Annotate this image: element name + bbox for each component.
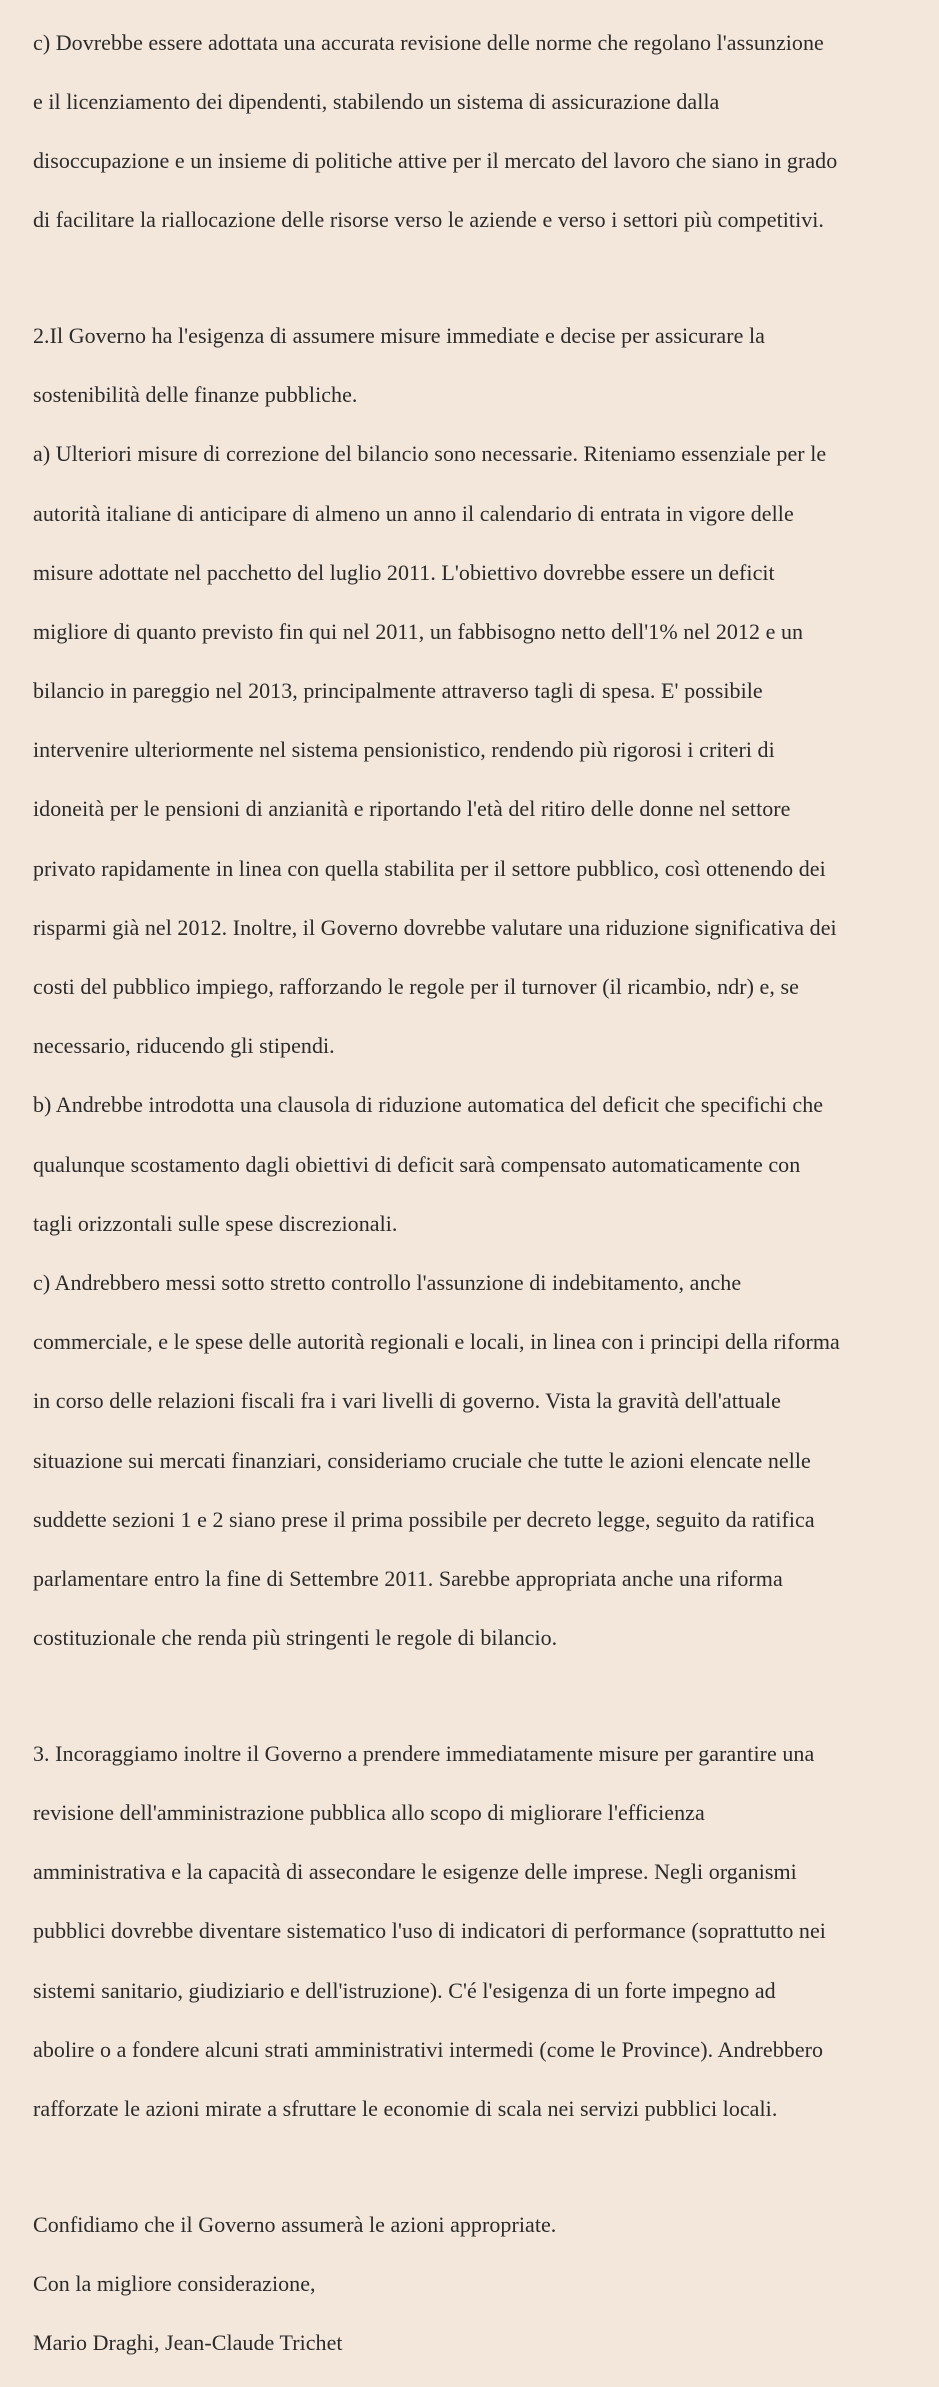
text-line: sostenibilità delle finanze pubbliche. bbox=[33, 382, 358, 408]
text-line: rafforzate le azioni mirate a sfruttare le economie di scala nei servizi pubblici locali. bbox=[33, 2095, 778, 2121]
paragraph-gap bbox=[33, 264, 923, 291]
text-line: costi del pubblico impiego, rafforzando le regole per il turnover (il ricambio, ndr) e, se bbox=[33, 974, 799, 999]
text-line: situazione sui mercati finanziari, consideriamo cruciale che tutte le azioni elencate nelle bbox=[33, 1447, 811, 1473]
text-line: e il licenziamento dei dipendenti, stabilendo un sistema di assicurazione dalla bbox=[33, 88, 720, 114]
text-line: parlamentare entro la fine di Settembre 2011. Sarebbe appropriata anche una riforma bbox=[33, 1565, 783, 1591]
text-line: qualunque scostamento dagli obiettivi di deficit sarà compensato automaticamente con bbox=[33, 1151, 801, 1177]
paragraph-2 bbox=[33, 291, 923, 1682]
paragraph-gap bbox=[33, 2153, 923, 2180]
text-line: in corso delle relazioni fiscali fra i vari livelli di governo. Vista la gravità dell'attuale bbox=[33, 1388, 781, 1414]
text-line: b) Andrebbe introdotta una clausola di riduzione automatica del deficit che specifichi che bbox=[33, 1092, 824, 1118]
text-line: bilancio in pareggio nel 2013, principalmente attraverso tagli di spesa. E' possibile bbox=[33, 678, 763, 704]
text-line: di facilitare la riallocazione delle risorse verso le aziende e verso i settori più competitivi. bbox=[33, 207, 824, 233]
text-line: migliore di quanto previsto fin qui nel 2011, un fabbisogno netto dell'1% nel 2012 e un bbox=[33, 618, 804, 644]
text-line: tagli orizzontali sulle spese discrezionali. bbox=[33, 1210, 398, 1236]
text-line: intervenire ulteriormente nel sistema pensionistico, rendendo più rigorosi i criteri di bbox=[33, 737, 775, 763]
text-line: revisione dell'amministrazione pubblica allo scopo di migliorare l'efficienza bbox=[33, 1800, 705, 1826]
paragraph-3 bbox=[33, 1709, 923, 2153]
salutation: Con la migliore considerazione, bbox=[33, 2270, 316, 2296]
text-line: misure adottate nel pacchetto del luglio 2011. L'obiettivo dovrebbe essere un deficit bbox=[33, 559, 775, 585]
text-line: risparmi già nel 2012. Inoltre, il Governo dovrebbe valutare una riduzione significativa dei bbox=[33, 914, 837, 940]
text-line: costituzionale che renda più stringenti le regole di bilancio. bbox=[33, 1625, 558, 1651]
text-line: c) Dovrebbe essere adottata una accurata revisione delle norme che regolano l'assunzione bbox=[33, 29, 824, 55]
text-line: pubblici dovrebbe diventare sistematico l'uso di indicatori di performance (soprattutto nei bbox=[33, 1918, 826, 1944]
text-line: sistemi sanitario, giudiziario e dell'istruzione). C'é l'esigenza di un forte impegno ad bbox=[33, 1977, 776, 2003]
text-line: disoccupazione e un insieme di politiche attive per il mercato del lavoro che siano in grado bbox=[33, 147, 838, 173]
text-line: a) Ulteriori misure di correzione del bilancio sono necessarie. Riteniamo essenziale per le bbox=[33, 441, 827, 467]
text-line: necessario, riducendo gli stipendi. bbox=[33, 1033, 335, 1059]
text-line: abolire o a fondere alcuni strati amministrativi intermedi (come le Province). Andrebbero bbox=[33, 2036, 824, 2062]
text-line: autorità italiane di anticipare di almeno un anno il calendario di entrata in vigore delle bbox=[33, 500, 794, 526]
letter-body bbox=[33, 0, 923, 2387]
signatories: Mario Draghi, Jean-Claude Trichet bbox=[33, 2330, 343, 2356]
text-line: idoneità per le pensioni di anzianità e riportando l'età del ritiro delle donne nel settore bbox=[33, 796, 791, 822]
paragraph-1c bbox=[33, 0, 923, 264]
text-line: amministrativa e la capacità di assecondare le esigenze delle imprese. Negli organismi bbox=[33, 1859, 797, 1885]
text-line: 3. Incoraggiamo inoltre il Governo a prendere immediatamente misure per garantire una bbox=[33, 1740, 815, 1766]
text-line: privato rapidamente in linea con quella stabilita per il settore pubblico, così ottenendo dei bbox=[33, 855, 826, 881]
closing-line: Confidiamo che il Governo assumerà le azioni appropriate. bbox=[33, 2211, 557, 2237]
text-line: suddette sezioni 1 e 2 siano prese il prima possibile per decreto legge, seguito da ratifica bbox=[33, 1506, 815, 1532]
text-line: c) Andrebbero messi sotto stretto controllo l'assunzione di indebitamento, anche bbox=[33, 1269, 742, 1295]
text-line: commerciale, e le spese delle autorità regionali e locali, in linea con i principi della riforma bbox=[33, 1329, 840, 1355]
closing-paragraph bbox=[33, 2180, 923, 2387]
paragraph-gap bbox=[33, 1682, 923, 1709]
text-line: 2.Il Governo ha l'esigenza di assumere misure immediate e decise per assicurare la bbox=[33, 322, 765, 348]
